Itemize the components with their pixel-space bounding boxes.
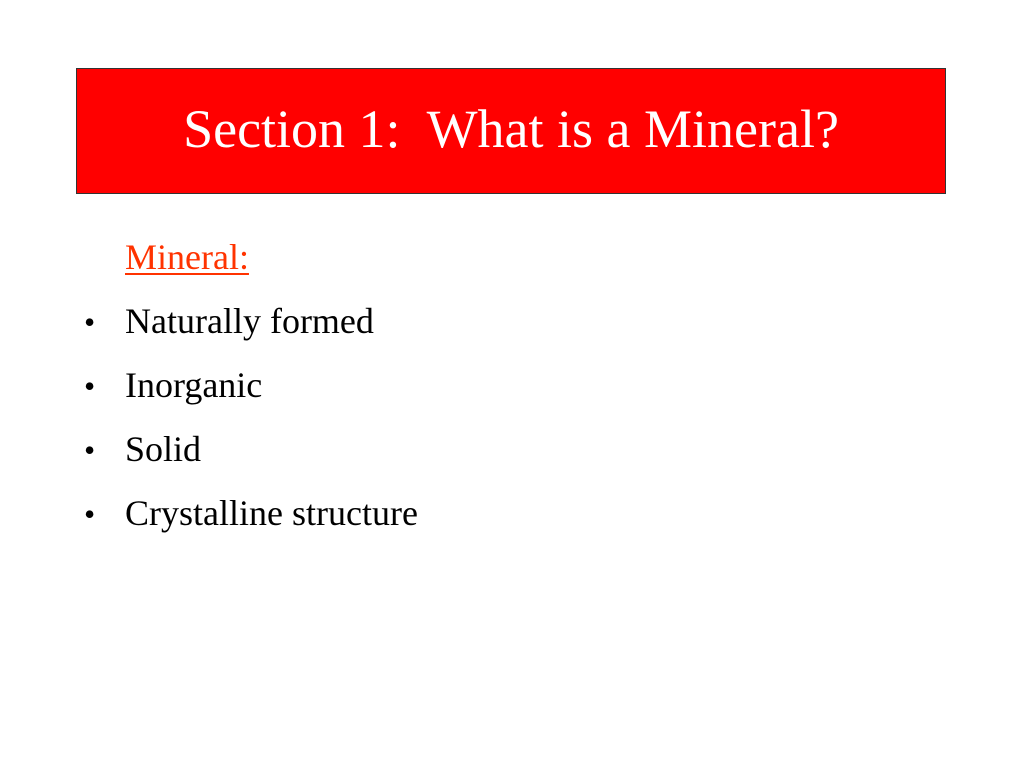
bullet-text: Crystalline structure xyxy=(125,493,418,533)
bullet-icon: • xyxy=(84,432,96,468)
slide-title: Section 1: What is a Mineral? xyxy=(183,99,839,159)
bullet-list xyxy=(84,300,418,556)
title-banner xyxy=(76,68,946,194)
bullet-item-naturally-formed xyxy=(84,300,418,364)
bullet-text: Inorganic xyxy=(125,365,263,405)
bullet-icon: • xyxy=(84,368,96,404)
bullet-icon: • xyxy=(84,496,96,532)
mineral-subheading: Mineral: xyxy=(125,237,249,277)
bullet-item-inorganic xyxy=(84,364,418,428)
bullet-item-crystalline-structure xyxy=(84,492,418,556)
bullet-item-solid xyxy=(84,428,418,492)
bullet-text: Naturally formed xyxy=(125,301,374,341)
bullet-icon: • xyxy=(84,304,96,340)
bullet-text: Solid xyxy=(125,429,202,469)
